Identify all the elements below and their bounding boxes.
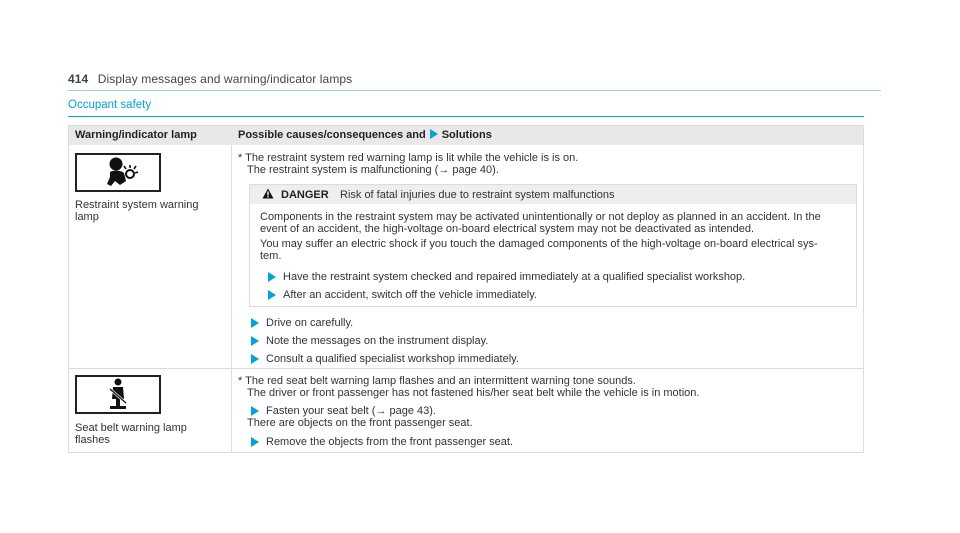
column-header-lamp: Warning/indicator lamp xyxy=(75,129,197,141)
restraint-solution-1: Drive on carefully. xyxy=(266,317,354,329)
seat-belt-lamp-icon xyxy=(75,375,161,414)
page-header-title: Display messages and warning/indicator lamps xyxy=(97,72,353,86)
page-header xyxy=(68,72,352,86)
warning-lamp-table xyxy=(68,125,864,453)
seat-belt-cause-line-2: The driver or front passenger has not fastened his/her seat belt while the vehicle is in motion. xyxy=(247,387,700,399)
table-header xyxy=(69,126,863,145)
step-arrow-icon xyxy=(251,437,259,447)
danger-text-line-1: Components in the restraint system may be activated unintentionally or not deploy as planned in an accident. In the xyxy=(260,211,821,223)
arrow-right-icon xyxy=(430,129,438,139)
step-arrow-icon xyxy=(251,336,259,346)
danger-text-line-3: You may suffer an electric shock if you touch the damaged components of the high-voltage on-board electrical sys- xyxy=(260,238,818,250)
restraint-cause-line-1: * The restraint system red warning lamp is lit while the vehicle is is on. xyxy=(238,152,579,164)
seat-belt-cause-line-3: There are objects on the front passenger seat. xyxy=(247,417,473,429)
seat-belt-solution-1: Fasten your seat belt (→ page 43). xyxy=(266,405,436,417)
danger-text-line-2: event of an accident, the high-voltage on-board electrical system may not be deactivated as intended. xyxy=(260,223,755,235)
column-header-causes-label: Possible causes/consequences and xyxy=(238,129,426,141)
section-title: Occupant safety xyxy=(68,99,152,111)
danger-title: Risk of fatal injuries due to restraint system malfunctions xyxy=(340,189,615,201)
restraint-lamp-label: Restraint system warning lamp xyxy=(75,199,199,223)
restraint-system-lamp-icon xyxy=(75,153,161,192)
danger-label: DANGER xyxy=(281,189,329,201)
danger-header xyxy=(250,185,856,204)
column-header-solutions-label: Solutions xyxy=(441,129,492,141)
header-divider xyxy=(68,90,881,91)
seat-belt-solution-2: Remove the objects from the front passenger seat. xyxy=(266,436,514,448)
step-arrow-icon xyxy=(268,272,276,282)
step-arrow-icon xyxy=(268,290,276,300)
warning-triangle-icon xyxy=(262,188,274,199)
section-divider xyxy=(68,116,864,117)
restraint-solution-2: Note the messages on the instrument display. xyxy=(266,335,489,347)
seat-belt-lamp-label: Seat belt warning lamp flashes xyxy=(75,422,187,446)
page-number: 414 xyxy=(68,72,89,86)
restraint-cause-line-2: The restraint system is malfunctioning (→ page 40). xyxy=(247,164,499,176)
row-divider xyxy=(69,368,863,369)
step-arrow-icon xyxy=(251,354,259,364)
danger-step-1: Have the restraint system checked and repaired immediately at a qualified specialist workshop. xyxy=(283,271,746,283)
step-arrow-icon xyxy=(251,318,259,328)
step-arrow-icon xyxy=(251,406,259,416)
column-divider xyxy=(231,145,232,453)
danger-text-line-4: tem. xyxy=(260,250,282,262)
danger-notice xyxy=(249,184,857,307)
seat-belt-cause-line-1: * The red seat belt warning lamp flashes and an intermittent warning tone sounds. xyxy=(238,375,636,387)
danger-step-2: After an accident, switch off the vehicle immediately. xyxy=(283,289,537,301)
restraint-solution-3: Consult a qualified specialist workshop immediately. xyxy=(266,353,519,365)
column-header-causes xyxy=(238,129,492,141)
